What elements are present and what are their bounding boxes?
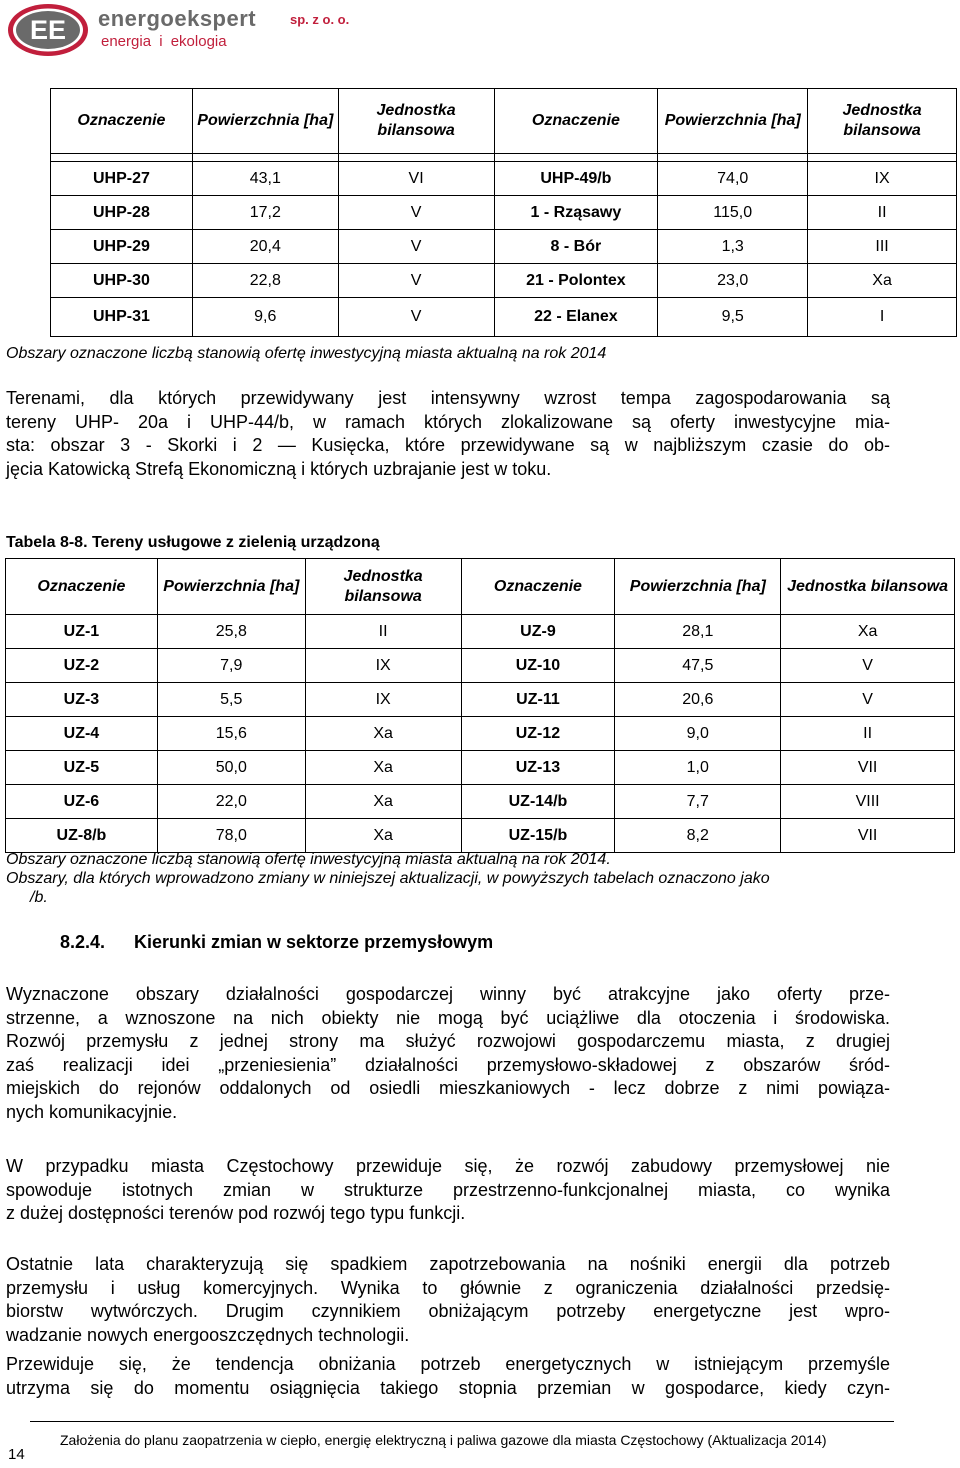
- table-cell: 1 - Rząsawy: [494, 196, 658, 230]
- table-cell: VII: [781, 819, 955, 853]
- table-cell: I: [808, 298, 957, 337]
- table-cell: UHP-31: [51, 298, 193, 337]
- footer-divider: [30, 1421, 894, 1422]
- table-row: [51, 162, 957, 196]
- industrial-areas-table: [50, 88, 957, 337]
- table-cell: 9,0: [615, 717, 781, 751]
- table-cell: II: [305, 615, 461, 649]
- text-line: jęcia Katowicką Strefą Ekonomiczną i których uzbrajanie jest w toku.: [6, 458, 552, 479]
- header-cell: Powierzchnia [ha]: [192, 89, 338, 154]
- text-line: biorstw wytwórczych. Drugim czynnikiem obniżającym potrzeby energetyczne jest wpro-: [6, 1301, 890, 1321]
- table-cell: UZ-8/b: [6, 819, 158, 853]
- table-cell: Xa: [305, 717, 461, 751]
- table-cell: UZ-9: [461, 615, 615, 649]
- text-line: sta: obszar 3 - Skorki i 2 — Kusięcka, które przewidywane są w najbliższym czasie do ob-: [6, 435, 890, 455]
- company-tagline: energia i ekologia: [101, 33, 227, 50]
- table-cell: UZ-5: [6, 751, 158, 785]
- table2-note-1: Obszary oznaczone liczbą stanowią ofertę inwestycyjną miasta aktualną na rok 2014.: [6, 851, 611, 868]
- table-cell: V: [781, 683, 955, 717]
- text-line: Terenami, dla których przewidywany jest intensywny wzrost tempa zagospodarowania są: [6, 388, 890, 408]
- table-cell: UZ-6: [6, 785, 158, 819]
- table-cell: 7,9: [157, 649, 305, 683]
- paragraph-1: [6, 387, 890, 481]
- text-line: tereny UHP- 20a i UHP-44/b, w ramach których zlokalizowane są oferty inwestycyjne mia-: [6, 411, 890, 432]
- section-number: 8.2.4.: [60, 932, 106, 952]
- text-line: wadzanie nowych energooszczędnych technologii.: [6, 1324, 410, 1345]
- table-cell: UZ-1: [6, 615, 158, 649]
- table-cell: 78,0: [157, 819, 305, 853]
- table-cell: II: [808, 196, 957, 230]
- table-cell: 20,4: [192, 230, 338, 264]
- table-row: [6, 683, 955, 717]
- text-line: utrzyma się do momentu osiągnięcia takiego stopnia przemian w gospodarce, kiedy czyn-: [6, 1377, 890, 1398]
- table-cell: VII: [781, 751, 955, 785]
- table-cell: 1,0: [615, 751, 781, 785]
- text-line: Przewiduje się, że tendencja obniżania potrzeb energetycznych w istniejącym przemyśle: [6, 1354, 890, 1374]
- table-cell: 15,6: [157, 717, 305, 751]
- table-cell: 21 - Polontex: [494, 264, 658, 298]
- table-cell: 47,5: [615, 649, 781, 683]
- logo-text: EE: [29, 15, 67, 45]
- table-cell: 50,0: [157, 751, 305, 785]
- text-line: z dużej dostępności terenów pod rozwój tego typu funkcji.: [6, 1203, 466, 1223]
- table-cell: 7,7: [615, 785, 781, 819]
- text-line: W przypadku miasta Częstochowy przewiduje się, że rozwój zabudowy przemysłowej nie: [6, 1156, 890, 1176]
- table-row: [51, 230, 957, 264]
- table-cell: V: [338, 230, 494, 264]
- table-cell: 20,6: [615, 683, 781, 717]
- table-cell: 115,0: [658, 196, 808, 230]
- header-cell: Jednostka bilansowa: [338, 89, 494, 154]
- table1-note: Obszary oznaczone liczbą stanowią ofertę inwestycyjną miasta aktualną na rok 2014: [6, 345, 607, 362]
- table2-note-2-line-2: /b.: [30, 889, 48, 906]
- table-cell: Xa: [305, 785, 461, 819]
- header-cell: Powierzchnia [ha]: [658, 89, 808, 154]
- table-cell: 74,0: [658, 162, 808, 196]
- table-cell: Xa: [305, 819, 461, 853]
- table-cell: 25,8: [157, 615, 305, 649]
- table-row: [6, 717, 955, 751]
- table-row: [51, 196, 957, 230]
- table-cell: VI: [338, 162, 494, 196]
- table-cell: 22,0: [157, 785, 305, 819]
- header-cell: Jednostka bilansowa: [808, 89, 957, 154]
- table-cell: V: [338, 298, 494, 337]
- table-cell: UHP-49/b: [494, 162, 658, 196]
- table-cell: 8,2: [615, 819, 781, 853]
- text-line: zaś realizacji idei „przeniesienia” działalności przemysłowo-składowej z obszarów śród-: [6, 1054, 890, 1075]
- table-cell: Xa: [305, 751, 461, 785]
- table-cell: 17,2: [192, 196, 338, 230]
- table2-caption: Tabela 8-8. Tereny usługowe z zielenią urządzoną: [6, 534, 380, 551]
- paragraph-4: [6, 1253, 890, 1347]
- paragraph-3: [6, 1155, 890, 1226]
- text-line: miejskich do rejonów oddalonych od osiedli mieszkaniowych - lecz dobrze z nimi powiąza-: [6, 1078, 890, 1098]
- paragraph-5: [6, 1353, 890, 1400]
- table-header-row: [51, 89, 957, 154]
- table-cell: UHP-30: [51, 264, 193, 298]
- paragraph-2: [6, 983, 890, 1124]
- table-cell: UZ-2: [6, 649, 158, 683]
- page-number: 14: [8, 1446, 25, 1463]
- table-row: [6, 751, 955, 785]
- header-cell: Powierzchnia [ha]: [157, 559, 305, 615]
- table-cell: UZ-13: [461, 751, 615, 785]
- table-cell: IX: [808, 162, 957, 196]
- company-suffix: sp. z o. o.: [290, 12, 350, 27]
- footer-text: Założenia do planu zaopatrzenia w ciepło, energię elektryczną i paliwa gazowe dla miasta Częstochowy (Aktualizacja 2014): [60, 1432, 827, 1448]
- table-cell: UZ-11: [461, 683, 615, 717]
- header-cell: Oznaczenie: [494, 89, 658, 154]
- company-logo: [6, 2, 90, 58]
- table-row: [6, 615, 955, 649]
- table-cell: UZ-15/b: [461, 819, 615, 853]
- table-cell: 22,8: [192, 264, 338, 298]
- table-cell: 23,0: [658, 264, 808, 298]
- table-row: [51, 264, 957, 298]
- text-line: spowoduje istotnych zmian w strukturze przestrzenno-funkcjonalnej miasta, co wynika: [6, 1179, 890, 1200]
- table-cell: 9,5: [658, 298, 808, 337]
- table-cell: UZ-12: [461, 717, 615, 751]
- header-cell: Oznaczenie: [6, 559, 158, 615]
- table-cell: UHP-29: [51, 230, 193, 264]
- table-cell: UZ-4: [6, 717, 158, 751]
- text-line: Rozwój przemysłu z jednej strony ma służyć rozwojowi gospodarczemu miasta, z drugiej: [6, 1031, 890, 1051]
- table2-note-2-line-1: Obszary, dla których wprowadzono zmiany w niniejszej aktualizacji, w powyższych tabelach oznaczono jako: [6, 870, 770, 887]
- text-line: Ostatnie lata charakteryzują się spadkiem zapotrzebowania na nośniki energii dla potrzeb: [6, 1254, 890, 1274]
- table-cell: Xa: [781, 615, 955, 649]
- text-line: strzenne, a wznoszone na nich obiekty nie mogą być uciążliwe dla otoczenia i środowiska.: [6, 1007, 890, 1028]
- table-cell: 8 - Bór: [494, 230, 658, 264]
- header-cell: Jednostka bilansowa: [305, 559, 461, 615]
- header-cell: Powierzchnia [ha]: [615, 559, 781, 615]
- table-row: [6, 649, 955, 683]
- table-cell: II: [781, 717, 955, 751]
- text-line: nych komunikacyjnie.: [6, 1101, 178, 1122]
- table-cell: V: [781, 649, 955, 683]
- table-row: [51, 298, 957, 337]
- table-cell: UZ-14/b: [461, 785, 615, 819]
- table-cell: IX: [305, 649, 461, 683]
- table-cell: V: [338, 264, 494, 298]
- header-cell: Oznaczenie: [51, 89, 193, 154]
- table-cell: V: [338, 196, 494, 230]
- table-cell: 5,5: [157, 683, 305, 717]
- table-cell: UZ-10: [461, 649, 615, 683]
- table-cell: VIII: [781, 785, 955, 819]
- table-cell: UHP-28: [51, 196, 193, 230]
- table-cell: IX: [305, 683, 461, 717]
- table-cell: 43,1: [192, 162, 338, 196]
- table-cell: Xa: [808, 264, 957, 298]
- table-cell: 28,1: [615, 615, 781, 649]
- table-cell: 1,3: [658, 230, 808, 264]
- table-cell: 22 - Elanex: [494, 298, 658, 337]
- text-line: Wyznaczone obszary działalności gospodarczej winny być atrakcyjne jako oferty prze-: [6, 984, 890, 1004]
- table-cell: UHP-27: [51, 162, 193, 196]
- header-cell: Oznaczenie: [461, 559, 615, 615]
- table-cell: 9,6: [192, 298, 338, 337]
- company-name: energoekspert: [98, 6, 257, 31]
- table-row: [6, 785, 955, 819]
- service-areas-table: [5, 558, 955, 853]
- header-cell: Jednostka bilansowa: [781, 559, 955, 615]
- table-cell: III: [808, 230, 957, 264]
- text-line: przemysłu i usług komercyjnych. Wynika to głównie z ograniczenia działalności przedsię-: [6, 1277, 890, 1298]
- table-cell: UZ-3: [6, 683, 158, 717]
- table-header-row: [6, 559, 955, 615]
- table-row: [6, 819, 955, 853]
- section-title: Kierunki zmian w sektorze przemysłowym: [134, 932, 494, 952]
